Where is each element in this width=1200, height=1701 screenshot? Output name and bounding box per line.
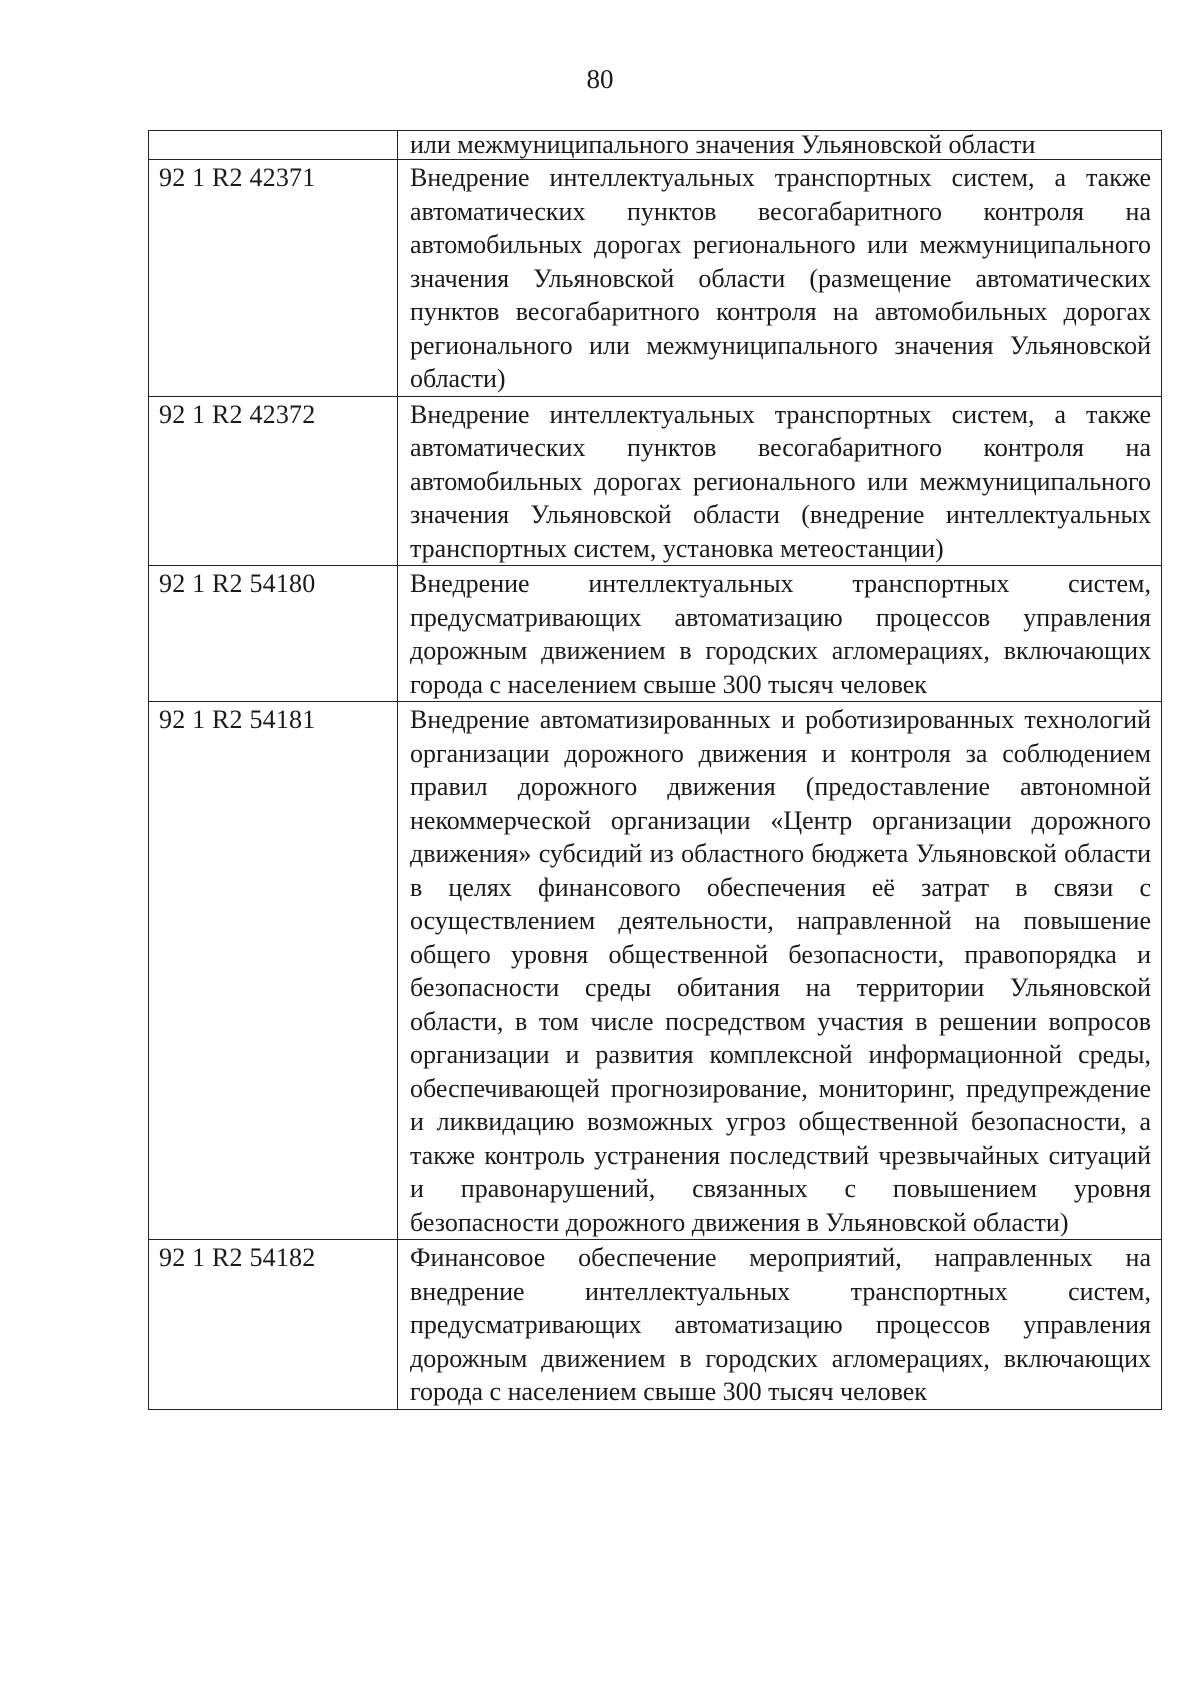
description-cell: Внедрение интеллектуальных транспортных систем, а также автоматических пунктов весогабаритного контроля на автомобильных дорогах регионального или межмуниципального значения Ульяновской области (внедрение интеллектуальных транспортных систем, установка метеостанции) bbox=[398, 396, 1162, 566]
description-cell: Внедрение интеллектуальных транспортных систем, а также автоматических пунктов весогабаритного контроля на автомобильных дорогах регионального или межмуниципального значения Ульяновской области (размещение автоматических пунктов весогабаритного контроля на автомобильных дорогах регионального или межмуниципального значения Ульяновской области) bbox=[398, 160, 1162, 397]
page-number: 80 bbox=[586, 64, 614, 94]
budget-code-cell: 92 1 R2 54181 bbox=[149, 702, 398, 1240]
table-row bbox=[149, 160, 1162, 397]
description-cell: или межмуниципального значения Ульяновской области bbox=[398, 131, 1162, 160]
budget-code-cell bbox=[149, 131, 398, 160]
description-cell: Внедрение автоматизированных и роботизированных технологий организации дорожного движения и контроля за соблюдением правил дорожного движения (предоставление автономной некоммерческой организации «Центр организации дорожного движения» субсидий из областного бюджета Ульяновской области в целях финансового обеспечения её затрат в связи с осуществлением деятельности, направленной на повышение общего уровня общественной безопасности, правопорядка и безопасности среды обитания на территории Ульяновской области, в том числе посредством участия в решении вопросов организации и развития комплексной информационной среды, обеспечивающей прогнозирование, мониторинг, предупреждение и ликвидацию возможных угроз общественной безопасности, а также контроль устранения последствий чрезвычайных ситуаций и правонарушений, связанных с повышением уровня безопасности дорожного движения в Ульяновской области) bbox=[398, 702, 1162, 1240]
budget-classification-table bbox=[148, 130, 1162, 1410]
budget-code-cell: 92 1 R2 42372 bbox=[149, 396, 398, 566]
table-row bbox=[149, 702, 1162, 1240]
table-row bbox=[149, 1240, 1162, 1410]
table-row bbox=[149, 131, 1162, 160]
budget-code-cell: 92 1 R2 54180 bbox=[149, 566, 398, 702]
description-cell: Внедрение интеллектуальных транспортных систем, предусматривающих автоматизацию процессов управления дорожным движением в городских агломерациях, включающих города с населением свыше 300 тысяч человек bbox=[398, 566, 1162, 702]
table-row bbox=[149, 566, 1162, 702]
table-row bbox=[149, 396, 1162, 566]
budget-code-cell: 92 1 R2 42371 bbox=[149, 160, 398, 397]
budget-code-cell: 92 1 R2 54182 bbox=[149, 1240, 398, 1410]
description-cell: Финансовое обеспечение мероприятий, направленных на внедрение интеллектуальных транспортных систем, предусматривающих автоматизацию процессов управления дорожным движением в городских агломерациях, включающих города с населением свыше 300 тысяч человек bbox=[398, 1240, 1162, 1410]
